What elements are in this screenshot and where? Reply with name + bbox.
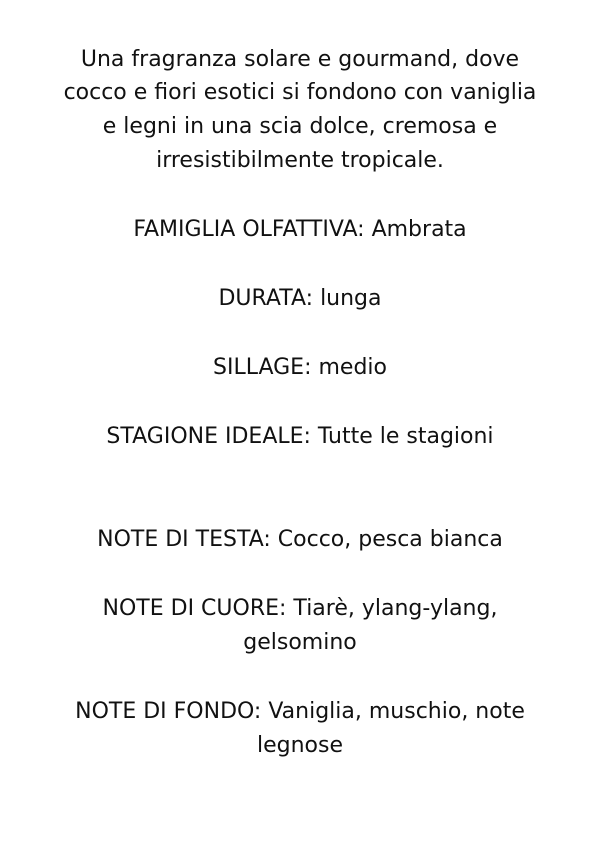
- duration: DURATA: lunga: [218, 286, 382, 311]
- description-line-3: e legni in una scia dolce, cremosa e: [102, 114, 498, 139]
- description-line-1: Una fragranza solare e gourmand, dove: [80, 47, 520, 72]
- base-notes-line-1: NOTE DI FONDO: Vaniglia, muschio, note: [75, 699, 525, 724]
- heart-notes-line-1: NOTE DI CUORE: Tiarè, ylang-ylang,: [102, 596, 498, 621]
- ideal-season: STAGIONE IDEALE: Tutte le stagioni: [106, 424, 494, 449]
- sillage: SILLAGE: medio: [213, 355, 387, 380]
- olfactory-family: FAMIGLIA OLFATTIVA: Ambrata: [133, 217, 467, 242]
- description-line-2: cocco e fiori esotici si fondono con vaniglia: [63, 80, 537, 105]
- base-notes-line-2: legnose: [256, 733, 343, 758]
- top-notes: NOTE DI TESTA: Cocco, pesca bianca: [97, 527, 503, 552]
- heart-notes-line-2: gelsomino: [243, 630, 357, 655]
- description-line-4: irresistibilmente tropicale.: [156, 148, 444, 173]
